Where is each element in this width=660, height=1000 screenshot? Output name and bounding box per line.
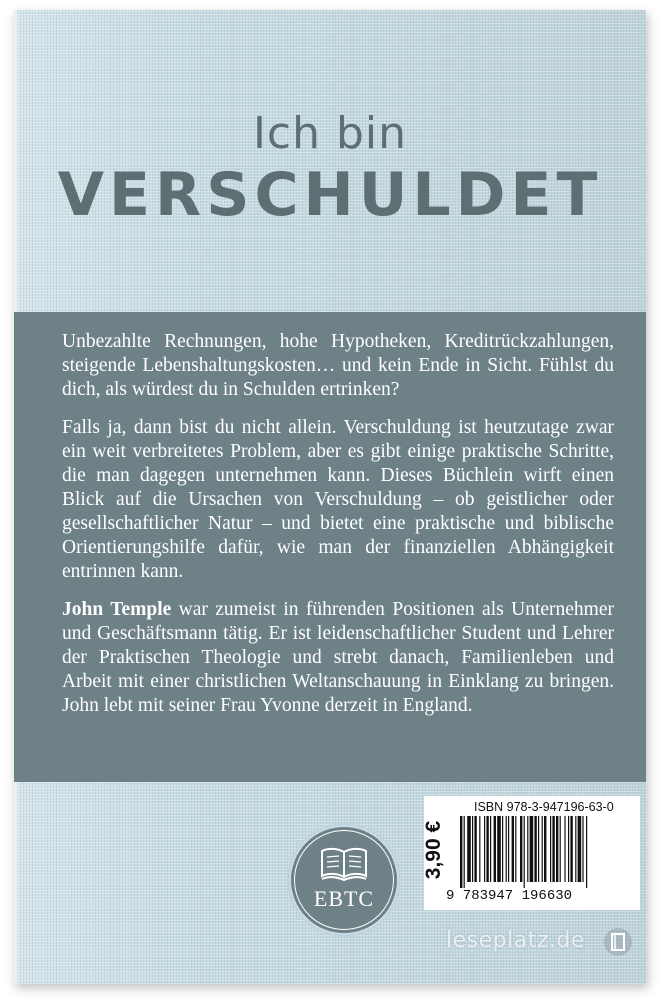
barcode-bar <box>508 816 509 882</box>
publisher-logo-text: EBTC <box>313 886 375 911</box>
barcode-bar <box>520 816 522 882</box>
barcode-bar <box>560 816 561 882</box>
barcode-bar <box>534 816 536 882</box>
barcode-bar <box>568 816 569 882</box>
barcode-bar <box>538 816 539 882</box>
barcode-bar <box>575 816 576 882</box>
barcode-bar <box>486 816 488 882</box>
barcode-bar <box>550 816 551 882</box>
barcode-bar <box>542 816 543 882</box>
barcode-bar <box>552 816 554 882</box>
title-line-2: VERSCHULDET <box>57 160 603 230</box>
watermark-book-icon <box>604 928 632 956</box>
barcode-bar <box>556 816 558 882</box>
barcode-bar <box>479 816 480 882</box>
barcode-bar <box>460 816 462 888</box>
barcode-bar <box>467 816 471 882</box>
blurb-paragraph-1: Unbezahlte Rechnungen, hohe Hypotheken, Kreditrückzahlungen, steigende Lebenshaltungskosten… und kein Ende in Sicht. Fühlst du dich, als würdest du in Schulden ertrinken? <box>62 331 614 400</box>
barcode-bar <box>582 816 583 882</box>
barcode-bar <box>530 816 534 882</box>
blurb-text <box>62 330 614 732</box>
barcode-bar <box>474 816 476 882</box>
barcode-bars <box>460 816 632 888</box>
barcode-bar <box>524 816 525 888</box>
author-bio: war zumeist in führenden Positionen als Unternehmer und Geschäftsmann tätig. Er ist leidenschaftlicher Student und Lehrer der Praktischen Theologie und strebt danach, Familienleben und Arbeit mit einer christlichen Weltanschauung in Einklang zu bringen. John lebt mit seiner Frau Yvonne derzeit in England. <box>62 599 614 716</box>
price-label: 3,90 € <box>422 820 445 880</box>
barcode-bar <box>515 816 516 882</box>
barcode-bar <box>564 816 565 882</box>
blurb-paragraph-author <box>62 598 614 718</box>
barcode-bar <box>502 816 503 882</box>
barcode-bar <box>570 816 572 882</box>
author-name: John Temple <box>62 599 172 620</box>
open-book-icon <box>319 846 369 882</box>
watermark-text: leseplatz.de <box>446 928 585 953</box>
barcode-bar <box>464 816 465 888</box>
barcode-bar <box>527 816 528 882</box>
barcode-bar <box>497 816 501 882</box>
barcode-bar <box>506 816 507 882</box>
blurb-paragraph-2: Falls ja, dann bist du nicht allein. Verschuldung ist heutzutage zwar ein weit verbreitetes Problem, aber es gibt einige praktische Schritte, die man dagegen unternehmen kann. Dieses Büchlein wirft einen Blick auf die Ursachen von Verschuldung – ob geistlicher oder gesellschaftlicher Natur – und bietet eine praktische und biblische Orientierungshilfe dafür, wie man der finanziellen Abhängigkeit entrinnen kann. <box>62 417 614 582</box>
barcode-bar <box>578 816 582 882</box>
barcode-bar <box>544 816 546 882</box>
barcode-bar <box>472 816 473 882</box>
barcode-bar <box>490 816 491 882</box>
publisher-logo <box>288 824 400 936</box>
isbn-text: ISBN 978-3-947196-63-0 <box>474 800 614 814</box>
barcode-bar <box>484 816 485 882</box>
title-line-1: Ich bin <box>252 108 408 159</box>
barcode-bar <box>494 816 496 882</box>
barcode-number: 9 783947 196630 <box>446 888 573 904</box>
barcode-bar <box>512 816 514 882</box>
barcode-bar <box>586 816 587 888</box>
